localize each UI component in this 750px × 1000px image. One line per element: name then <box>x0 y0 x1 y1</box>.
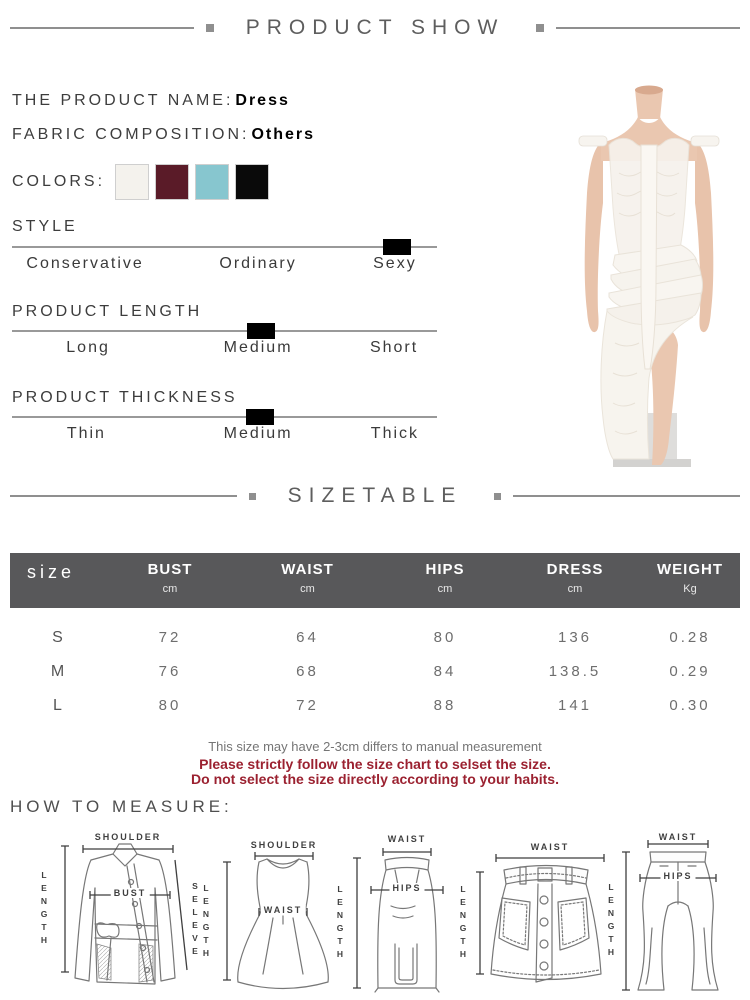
size-corner-cell <box>10 553 105 608</box>
dress-length-label: LENGTH <box>201 880 211 964</box>
measurement-note: This size may have 2-3cm differs to manual measurement <box>208 739 542 754</box>
size-table <box>10 553 740 723</box>
length-option-long: Long <box>66 339 110 356</box>
thickness-selected-marker <box>246 409 274 425</box>
diagram-pencil-skirt <box>335 832 468 1000</box>
colors-label: COLORS: <box>12 173 106 190</box>
pants-length-label: LENGTH <box>606 879 616 963</box>
size-table-body <box>10 608 740 723</box>
color-swatch-black <box>235 164 269 200</box>
length-scale-line <box>12 330 437 332</box>
style-heading: STYLE <box>12 218 78 235</box>
color-swatch-white <box>115 164 149 200</box>
thickness-option-thick: Thick <box>370 425 420 442</box>
size-corner-label: size <box>27 562 76 582</box>
color-swatch-light-blue <box>195 164 229 200</box>
square-bullet-icon <box>494 493 501 500</box>
fabric-label: FABRIC COMPOSITION: <box>12 126 250 143</box>
diagram-pants <box>606 832 750 1000</box>
divider-line <box>10 27 194 29</box>
divider-line <box>513 495 740 497</box>
thickness-option-thin: Thin <box>66 425 106 442</box>
jacket-bust-label: BUST <box>111 888 150 898</box>
square-bullet-icon <box>536 24 544 32</box>
length-selected-marker <box>247 323 275 339</box>
product-show-header <box>10 16 740 40</box>
sizetable-header <box>10 484 740 508</box>
product-name-value: Dress <box>235 92 290 109</box>
diagram-jacket <box>35 832 210 1000</box>
col-waist: WAIST cm <box>281 561 334 595</box>
col-dress: DRESS cm <box>546 561 604 595</box>
pants-hips-label: HIPS <box>660 871 695 881</box>
table-row-m: M 76 68 84 138.5 0.29 <box>50 663 711 680</box>
thickness-heading: PRODUCT THICKNESS <box>12 389 238 406</box>
divider-line <box>10 495 237 497</box>
square-bullet-icon <box>249 493 256 500</box>
style-option-conservative: Conservative <box>26 255 144 272</box>
square-bullet-icon <box>206 24 214 32</box>
dress-waist-label: WAIST <box>261 905 306 915</box>
thickness-scale <box>12 409 437 451</box>
dress-shoulder-label: SHOULDER <box>248 840 321 850</box>
size-warning-1: Please strictly follow the size chart to selset the size. <box>199 756 551 772</box>
color-swatch-list <box>115 164 275 200</box>
style-scale <box>12 239 437 281</box>
dress-mannequin-image <box>553 83 745 468</box>
length-option-short: Short <box>369 339 419 356</box>
fabric-row <box>12 126 315 144</box>
size-warning-2: Do not select the size directly according to your habits. <box>191 771 559 787</box>
skirt-waist-label: WAIST <box>385 834 430 844</box>
jacket-sleeve-label: SELEVE <box>190 878 200 962</box>
size-table-head <box>10 553 740 608</box>
pants-waist-label: WAIST <box>656 832 701 842</box>
col-bust: BUST cm <box>147 561 193 595</box>
style-option-sexy: Sexy <box>373 255 417 272</box>
jacket-shoulder-label: SHOULDER <box>92 832 165 842</box>
mini-skirt-waist-label: WAIST <box>528 842 573 852</box>
thickness-option-medium: Medium <box>223 425 293 442</box>
style-scale-line <box>12 246 437 248</box>
length-option-medium: Medium <box>223 339 293 356</box>
table-row-l: L 80 72 88 141 0.30 <box>53 697 711 714</box>
mini-skirt-length-label: LENGTH <box>458 881 468 965</box>
col-weight: WEIGHT Kg <box>657 561 723 595</box>
length-scale <box>12 323 437 365</box>
colors-row <box>12 164 275 200</box>
skirt-length-label: LENGTH <box>335 881 345 965</box>
style-option-ordinary: Ordinary <box>219 255 297 272</box>
col-hips: HIPS cm <box>425 561 465 595</box>
page-title: PRODUCT SHOW <box>245 16 505 39</box>
thickness-scale-line <box>12 416 437 418</box>
color-swatch-burgundy <box>155 164 189 200</box>
divider-line <box>556 27 740 29</box>
how-to-measure-title: HOW TO MEASURE: <box>10 797 233 816</box>
diagram-mini-skirt <box>458 832 620 1000</box>
table-row-s: S 72 64 80 136 0.28 <box>52 629 711 646</box>
length-heading: PRODUCT LENGTH <box>12 303 203 320</box>
sizetable-title: SIZETABLE <box>287 484 463 507</box>
jacket-length-label: LENGTH <box>39 867 49 951</box>
product-name-label: THE PRODUCT NAME: <box>12 92 234 109</box>
diagram-dress <box>203 832 341 1000</box>
fabric-value: Others <box>251 126 316 143</box>
style-selected-marker <box>383 239 411 255</box>
product-name-row <box>12 92 290 110</box>
product-photo <box>553 83 745 468</box>
skirt-hips-label: HIPS <box>389 883 424 893</box>
